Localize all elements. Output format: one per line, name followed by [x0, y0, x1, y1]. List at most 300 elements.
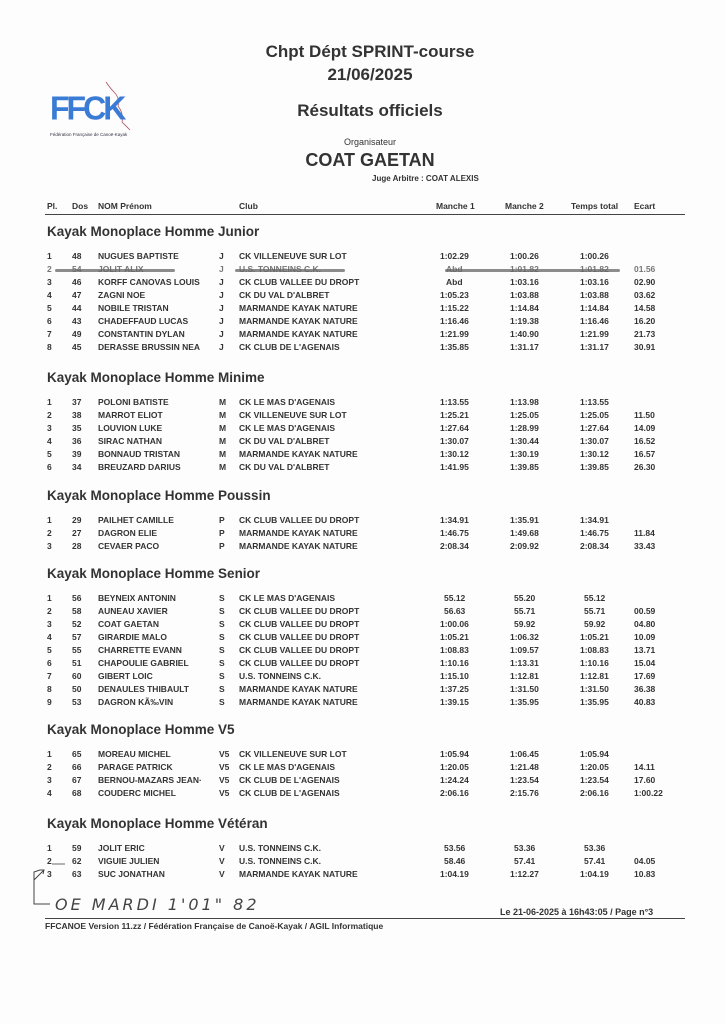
cell-pl: 6 — [47, 658, 52, 668]
cell-club: MARMANDE KAYAK NATURE — [239, 303, 358, 313]
cell-cat: V — [219, 843, 225, 853]
cell-ecart: 13.71 — [634, 645, 656, 655]
cell-pl: 2 — [47, 264, 52, 274]
col-header-pl: Pl. — [47, 201, 58, 211]
cell-nom: DAGRON ELIE — [98, 528, 158, 538]
cell-nom: CEVAER PACO — [98, 541, 160, 551]
cell-m2: 57.41 — [514, 856, 536, 866]
cell-m2: 55.71 — [514, 606, 536, 616]
cell-club: CK DU VAL D'ALBRET — [239, 462, 330, 472]
cell-nom: POLONI BATISTE — [98, 397, 169, 407]
cell-pl: 4 — [47, 436, 52, 446]
cell-cat: M — [219, 449, 227, 459]
cell-ecart: 10.83 — [634, 869, 656, 879]
logo-subtitle: Fédération Française de Canoë-Kayak — [50, 132, 128, 137]
cell-club: CK DU VAL D'ALBRET — [239, 290, 330, 300]
cell-m1: 1:37.25 — [440, 684, 469, 694]
cell-club: CK CLUB DE L'AGENAIS — [239, 788, 340, 798]
col-header-nom: NOM Prénom — [98, 201, 152, 211]
cell-total: 2:06.16 — [580, 788, 609, 798]
cell-nom: GIBERT LOIC — [98, 671, 153, 681]
cell-dos: 34 — [72, 462, 82, 472]
cell-m1: 1:15.10 — [440, 671, 469, 681]
cell-m2: 1:13.98 — [510, 397, 539, 407]
cell-pl: 9 — [47, 697, 52, 707]
cell-club: U.S. TONNEINS C.K. — [239, 843, 322, 853]
cell-m1: 1:21.99 — [440, 329, 469, 339]
cell-nom: CHAPOULIE GABRIEL — [98, 658, 189, 668]
cell-club: MARMANDE KAYAK NATURE — [239, 697, 358, 707]
cell-total: 1:46.75 — [580, 528, 609, 538]
cell-pl: 3 — [47, 277, 52, 287]
section-title: Kayak Monoplace Homme Senior — [47, 566, 261, 581]
result-row — [0, 762, 725, 775]
cell-cat: S — [219, 593, 225, 603]
cell-ecart: 02.90 — [634, 277, 656, 287]
cell-m1: 1:39.15 — [440, 697, 469, 707]
cell-dos: 55 — [72, 645, 82, 655]
cell-ecart: 14.11 — [634, 762, 655, 772]
cell-dos: 47 — [72, 290, 82, 300]
cell-m1: 1:46.75 — [440, 528, 469, 538]
cell-club: CK LE MAS D'AGENAIS — [239, 593, 335, 603]
cell-m2: 1:28.99 — [510, 423, 539, 433]
cell-m2: 1:06.45 — [510, 749, 539, 759]
result-row — [0, 436, 725, 449]
cell-pl: 1 — [47, 251, 52, 261]
cell-total: 1:30.07 — [580, 436, 609, 446]
event-date: 21/06/2025 — [327, 65, 413, 84]
result-row — [0, 410, 725, 423]
cell-pl: 1 — [47, 593, 52, 603]
result-row — [0, 528, 725, 541]
cell-m1: 1:05.23 — [440, 290, 469, 300]
cell-m1: 1:27.64 — [440, 423, 469, 433]
cell-club: CK LE MAS D'AGENAIS — [239, 397, 335, 407]
result-row — [0, 462, 725, 475]
cell-club: CK LE MAS D'AGENAIS — [239, 762, 335, 772]
cell-dos: 51 — [72, 658, 82, 668]
cell-club: U.S. TONNEINS C.K. — [239, 856, 322, 866]
cell-nom: CHARRETTE EVANN — [98, 645, 182, 655]
handwritten-note: OE MARDI 1'01" 82 — [55, 895, 260, 914]
col-header-manche2: Manche 2 — [505, 201, 544, 211]
cell-cat: P — [219, 515, 225, 525]
cell-total: 1:23.54 — [580, 775, 609, 785]
cell-cat: J — [219, 329, 224, 339]
result-row — [0, 632, 725, 645]
cell-ecart: 16.20 — [634, 316, 656, 326]
result-row — [0, 449, 725, 462]
cell-cat: J — [219, 316, 224, 326]
cell-total: 1:21.99 — [580, 329, 609, 339]
cell-m1: 58.46 — [444, 856, 466, 866]
cell-ecart: 11.84 — [634, 528, 655, 538]
col-header-ecart: Ecart — [634, 201, 656, 211]
cell-m2: 53.36 — [514, 843, 536, 853]
cell-m1: 1:30.07 — [440, 436, 469, 446]
cell-club: MARMANDE KAYAK NATURE — [239, 541, 358, 551]
result-row — [0, 264, 725, 277]
cell-dos: 56 — [72, 593, 82, 603]
cell-total: 55.71 — [584, 606, 606, 616]
cell-m2: 1:25.05 — [510, 410, 539, 420]
cell-nom: SUC JONATHAN — [98, 869, 165, 879]
result-row — [0, 397, 725, 410]
cell-ecart: 1:00.22 — [634, 788, 663, 798]
cell-cat: M — [219, 410, 227, 420]
result-row — [0, 290, 725, 303]
cell-dos: 60 — [72, 671, 82, 681]
cell-m2: 1:03.16 — [510, 277, 539, 287]
cell-cat: V5 — [219, 775, 230, 785]
cell-ecart: 04.80 — [634, 619, 656, 629]
cell-ecart: 10.09 — [634, 632, 656, 642]
cell-pl: 3 — [47, 775, 52, 785]
cell-ecart: 17.60 — [634, 775, 656, 785]
cell-dos: 67 — [72, 775, 82, 785]
cell-nom: PARAGE PATRICK — [98, 762, 173, 772]
section-title: Kayak Monoplace Homme V5 — [47, 722, 235, 737]
result-row — [0, 697, 725, 710]
cell-m2: 1:49.68 — [510, 528, 539, 538]
cell-m2: 1:30.44 — [510, 436, 539, 446]
cell-pl: 4 — [47, 788, 52, 798]
cell-m2: 1:40.90 — [510, 329, 539, 339]
cell-club: CK CLUB DE L'AGENAIS — [239, 775, 340, 785]
result-row — [0, 658, 725, 671]
cell-m2: 1:06.32 — [510, 632, 539, 642]
cell-cat: J — [219, 251, 224, 261]
cell-nom: COAT GAETAN — [98, 619, 160, 629]
cell-dos: 58 — [72, 606, 82, 616]
col-header-club: Club — [239, 201, 258, 211]
cell-nom: GIRARDIE MALO — [98, 632, 167, 642]
cell-nom: VIGUIE JULIEN — [98, 856, 160, 866]
cell-ecart: 03.62 — [634, 290, 656, 300]
cell-dos: 45 — [72, 342, 82, 352]
cell-ecart: 17.69 — [634, 671, 656, 681]
cell-m1: 1:25.21 — [440, 410, 469, 420]
cell-club: CK CLUB VALLEE DU DROPT — [239, 658, 360, 668]
cell-ecart: 40.83 — [634, 697, 656, 707]
cell-m2: 1:14.84 — [510, 303, 539, 313]
result-row — [0, 775, 725, 788]
cell-m2: 1:39.85 — [510, 462, 539, 472]
cell-total: 1:05.94 — [580, 749, 609, 759]
cell-total: 1:12.81 — [580, 671, 609, 681]
cell-cat: S — [219, 697, 225, 707]
cell-cat: J — [219, 277, 224, 287]
cell-club: MARMANDE KAYAK NATURE — [239, 684, 358, 694]
result-row — [0, 251, 725, 264]
cell-dos: 50 — [72, 684, 82, 694]
cell-cat: P — [219, 528, 225, 538]
header-divider — [45, 214, 685, 215]
result-row — [0, 606, 725, 619]
cell-dos: 59 — [72, 843, 82, 853]
cell-dos: 37 — [72, 397, 82, 407]
print-timestamp-page: Le 21-06-2025 à 16h43:05 / Page n°3 — [500, 907, 654, 917]
cell-dos: 46 — [72, 277, 82, 287]
cell-pl: 5 — [47, 449, 52, 459]
cell-club: CK LE MAS D'AGENAIS — [239, 423, 335, 433]
cell-m2: 1:00.26 — [510, 251, 539, 261]
cell-pl: 7 — [47, 671, 52, 681]
cell-club: CK VILLENEUVE SUR LOT — [239, 251, 347, 261]
cell-pl: 2 — [47, 856, 52, 866]
cell-nom: BONNAUD TRISTAN — [98, 449, 181, 459]
cell-nom: AUNEAU XAVIER — [98, 606, 168, 616]
cell-pl: 6 — [47, 316, 52, 326]
cell-m1: 1:00.06 — [440, 619, 469, 629]
cell-pl: 4 — [47, 632, 52, 642]
section-title: Kayak Monoplace Homme Junior — [47, 224, 260, 239]
cell-nom: JOLIT ERIC — [98, 843, 145, 853]
cell-club: CK CLUB VALLEE DU DROPT — [239, 619, 360, 629]
cell-ecart: 11.50 — [634, 410, 655, 420]
cell-ecart: 21.73 — [634, 329, 656, 339]
cell-total: 1:34.91 — [580, 515, 609, 525]
cell-m2: 55.20 — [514, 593, 536, 603]
cell-total: 1:03.16 — [580, 277, 609, 287]
cell-m1: 55.12 — [444, 593, 466, 603]
cell-m2: 1:13.31 — [510, 658, 539, 668]
cell-club: CK CLUB VALLEE DU DROPT — [239, 277, 360, 287]
cell-nom: PAILHET CAMILLE — [98, 515, 174, 525]
cell-club: CK CLUB VALLEE DU DROPT — [239, 515, 360, 525]
cell-pl: 1 — [47, 397, 52, 407]
result-row — [0, 645, 725, 658]
cell-dos: 44 — [72, 303, 82, 313]
cell-pl: 8 — [47, 342, 52, 352]
cell-total: 1:35.95 — [580, 697, 609, 707]
cell-club: MARMANDE KAYAK NATURE — [239, 528, 358, 538]
cell-total: 1:05.21 — [580, 632, 609, 642]
cell-total: 1:25.05 — [580, 410, 609, 420]
cell-m1: 56.63 — [444, 606, 466, 616]
cell-m1: 1:13.55 — [440, 397, 469, 407]
cell-cat: S — [219, 671, 225, 681]
cell-nom: ZAGNI NOE — [98, 290, 146, 300]
cell-m2: 1:30.19 — [510, 449, 539, 459]
cell-total: 1:03.88 — [580, 290, 609, 300]
cell-cat: S — [219, 645, 225, 655]
cell-m1: 1:34.91 — [440, 515, 469, 525]
result-row — [0, 843, 725, 856]
juge-arbitre: Juge Arbitre : COAT ALEXIS — [372, 174, 479, 183]
cell-nom: SIRAC NATHAN — [98, 436, 163, 446]
cell-m1: 1:35.85 — [440, 342, 469, 352]
cell-dos: 57 — [72, 632, 82, 642]
cell-pl: 1 — [47, 515, 52, 525]
cell-cat: S — [219, 632, 225, 642]
cell-total: 1:20.05 — [580, 762, 609, 772]
cell-dos: 48 — [72, 251, 82, 261]
cell-m1: 1:16.46 — [440, 316, 469, 326]
cell-ecart: 15.04 — [634, 658, 656, 668]
results-subtitle: Résultats officiels — [297, 101, 443, 120]
cell-pl: 3 — [47, 869, 52, 879]
cell-m2: 1:31.50 — [510, 684, 539, 694]
result-row — [0, 788, 725, 801]
cell-cat: S — [219, 619, 225, 629]
cell-dos: 66 — [72, 762, 82, 772]
cell-dos: 43 — [72, 316, 82, 326]
cell-total: 1:31.50 — [580, 684, 609, 694]
cell-ecart: 26.30 — [634, 462, 656, 472]
result-row — [0, 619, 725, 632]
organisateur-label: Organisateur — [343, 137, 397, 147]
cell-club: CK CLUB VALLEE DU DROPT — [239, 632, 360, 642]
result-row — [0, 316, 725, 329]
result-row — [0, 423, 725, 436]
cell-total: 2:08.34 — [580, 541, 609, 551]
cell-dos: 27 — [72, 528, 82, 538]
cell-total: 1:13.55 — [580, 397, 609, 407]
cell-m1: 2:06.16 — [440, 788, 469, 798]
cell-m1: 1:10.16 — [440, 658, 469, 668]
cell-ecart: 14.09 — [634, 423, 656, 433]
cell-pl: 8 — [47, 684, 52, 694]
cell-dos: 68 — [72, 788, 82, 798]
cell-club: CK DU VAL D'ALBRET — [239, 436, 330, 446]
cell-dos: 29 — [72, 515, 82, 525]
cell-total: 57.41 — [584, 856, 606, 866]
cell-m1: 1:20.05 — [440, 762, 469, 772]
cell-dos: 52 — [72, 619, 82, 629]
cell-total: 1:16.46 — [580, 316, 609, 326]
cell-total: 1:10.16 — [580, 658, 609, 668]
cell-m1: 1:04.19 — [440, 869, 469, 879]
cell-pl: 7 — [47, 329, 52, 339]
cell-nom: COUDERC MICHEL — [98, 788, 176, 798]
cell-m1: Abd — [446, 277, 463, 287]
cell-m1: 1:05.94 — [440, 749, 469, 759]
organisateur-name: COAT GAETAN — [305, 150, 435, 170]
cell-m1: 1:24.24 — [440, 775, 469, 785]
strikethrough-mark — [235, 269, 345, 272]
cell-total: 1:30.12 — [580, 449, 609, 459]
cell-dos: 53 — [72, 697, 82, 707]
cell-cat: P — [219, 541, 225, 551]
cell-m2: 1:19.38 — [510, 316, 539, 326]
cell-cat: S — [219, 684, 225, 694]
cell-nom: MARROT ELIOT — [98, 410, 163, 420]
cell-pl: 2 — [47, 410, 52, 420]
cell-m2: 1:21.48 — [510, 762, 539, 772]
cell-m1: 1:30.12 — [440, 449, 469, 459]
col-header-dos: Dos — [72, 201, 89, 211]
cell-club: CK CLUB DE L'AGENAIS — [239, 342, 340, 352]
cell-m1: 1:02.29 — [440, 251, 469, 261]
cell-nom: BERNOU-MAZARS JEAN· — [98, 775, 202, 785]
cell-pl: 3 — [47, 619, 52, 629]
cell-ecart: 04.05 — [634, 856, 656, 866]
cell-dos: 35 — [72, 423, 82, 433]
cell-cat: M — [219, 436, 227, 446]
cell-pl: 4 — [47, 290, 52, 300]
cell-ecart: 14.58 — [634, 303, 656, 313]
section-title: Kayak Monoplace Homme Vétéran — [47, 816, 268, 831]
cell-club: CK CLUB VALLEE DU DROPT — [239, 606, 360, 616]
cell-dos: 36 — [72, 436, 82, 446]
cell-ecart: 30.91 — [634, 342, 656, 352]
cell-total: 1:27.64 — [580, 423, 609, 433]
cell-pl: 2 — [47, 606, 52, 616]
cell-nom: NOBILE TRISTAN — [98, 303, 169, 313]
section-title: Kayak Monoplace Homme Poussin — [47, 488, 271, 503]
result-row — [0, 869, 725, 882]
software-version: FFCANOE Version 11.zz / Fédération Française de Canoë-Kayak / AGIL Informatique — [45, 921, 384, 931]
cell-club: MARMANDE KAYAK NATURE — [239, 316, 358, 326]
cell-dos: 39 — [72, 449, 82, 459]
result-row — [0, 277, 725, 290]
cell-ecart: 33.43 — [634, 541, 656, 551]
cell-pl: 5 — [47, 303, 52, 313]
cell-club: MARMANDE KAYAK NATURE — [239, 329, 358, 339]
footer-divider — [45, 918, 685, 919]
cell-nom: CHADEFFAUD LUCAS — [98, 316, 189, 326]
result-row — [0, 329, 725, 342]
cell-cat: M — [219, 423, 227, 433]
cell-total: 55.12 — [584, 593, 606, 603]
cell-m1: 1:41.95 — [440, 462, 469, 472]
cell-m1: 1:05.21 — [440, 632, 469, 642]
cell-cat: V5 — [219, 788, 230, 798]
cell-total: 1:00.26 — [580, 251, 609, 261]
cell-m2: 2:09.92 — [510, 541, 539, 551]
col-header-manche1: Manche 1 — [436, 201, 475, 211]
cell-m2: 1:12.27 — [510, 869, 539, 879]
cell-m2: 1:23.54 — [510, 775, 539, 785]
cell-club: MARMANDE KAYAK NATURE — [239, 869, 358, 879]
cell-club: CK CLUB VALLEE DU DROPT — [239, 645, 360, 655]
cell-m2: 1:35.91 — [510, 515, 539, 525]
section-title: Kayak Monoplace Homme Minime — [47, 370, 265, 385]
cell-m2: 1:12.81 — [510, 671, 539, 681]
cell-nom: KORFF CANOVAS LOUIS — [98, 277, 200, 287]
result-row — [0, 593, 725, 606]
result-row — [0, 856, 725, 869]
cell-nom: DERASSE BRUSSIN NEA — [98, 342, 201, 352]
cell-club: CK VILLENEUVE SUR LOT — [239, 749, 347, 759]
cell-ecart: 16.52 — [634, 436, 656, 446]
cell-nom: DAGRON KÃ‰VIN — [98, 697, 174, 707]
cell-total: 53.36 — [584, 843, 606, 853]
cell-dos: 38 — [72, 410, 82, 420]
cell-cat: J — [219, 342, 224, 352]
strikethrough-mark — [55, 269, 175, 272]
cell-cat: S — [219, 606, 225, 616]
cell-pl: 3 — [47, 541, 52, 551]
cell-m1: 53.56 — [444, 843, 466, 853]
cell-m1: 1:15.22 — [440, 303, 469, 313]
result-row — [0, 684, 725, 697]
cell-dos: 63 — [72, 869, 82, 879]
cell-pl: 2 — [47, 762, 52, 772]
cell-cat: J — [219, 264, 224, 274]
cell-pl: 5 — [47, 645, 52, 655]
cell-dos: 49 — [72, 329, 82, 339]
cell-cat: M — [219, 462, 227, 472]
cell-m2: 1:03.88 — [510, 290, 539, 300]
cell-total: 59.92 — [584, 619, 606, 629]
cell-total: 1:39.85 — [580, 462, 609, 472]
cell-m2: 1:35.95 — [510, 697, 539, 707]
cell-dos: 28 — [72, 541, 82, 551]
cell-nom: LOUVION LUKE — [98, 423, 163, 433]
